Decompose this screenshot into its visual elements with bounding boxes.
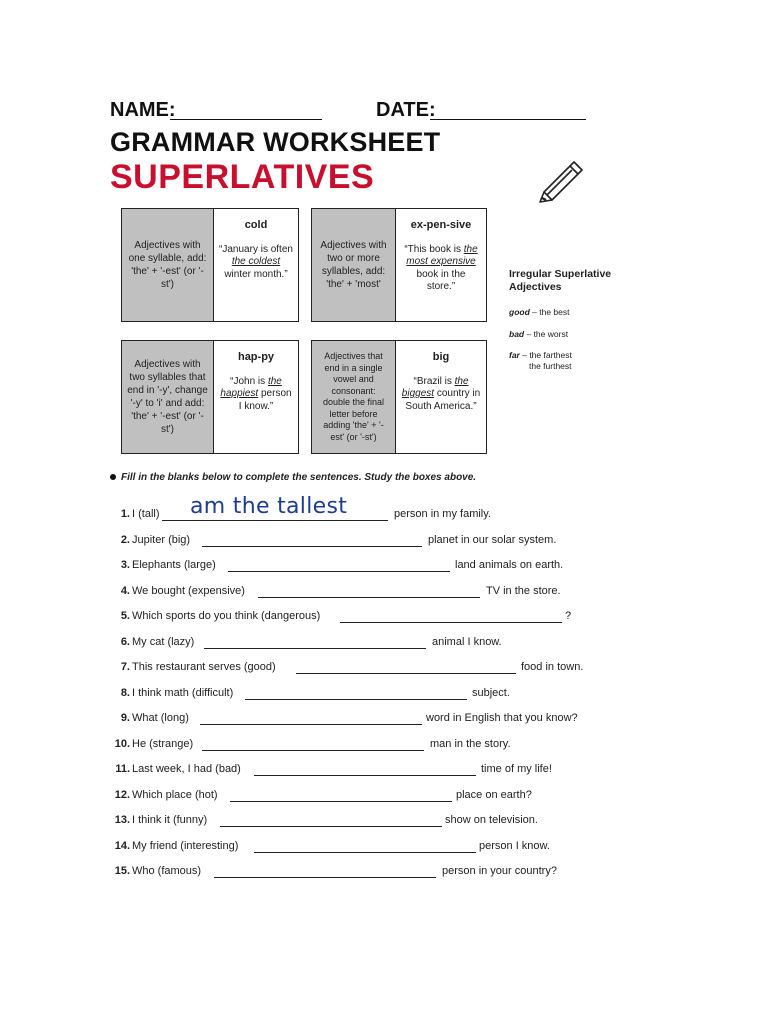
- rule-example: “Brazil is the biggest country in South America.”: [401, 375, 481, 412]
- question-row: [110, 865, 610, 885]
- answer-blank[interactable]: [258, 597, 480, 598]
- question-ending: place on earth?: [456, 789, 532, 801]
- irregular-title: Irregular Superlative Adjectives: [509, 268, 612, 293]
- worksheet-subtitle: SUPERLATIVES: [110, 158, 375, 196]
- question-ending: show on television.: [445, 814, 538, 826]
- question-prompt: Jupiter (big): [132, 534, 191, 546]
- rule-word: cold: [244, 219, 268, 231]
- question-number: 15.: [114, 865, 130, 877]
- question-row: [110, 661, 610, 681]
- question-number: 13.: [114, 814, 130, 826]
- question-prompt: He (strange): [132, 738, 194, 750]
- header-row: [110, 99, 590, 125]
- question-prompt: I think math (difficult): [132, 687, 234, 699]
- question-row: [110, 763, 610, 783]
- answer-blank[interactable]: [202, 546, 422, 547]
- question-row: [110, 585, 610, 605]
- answer-blank[interactable]: [202, 750, 424, 751]
- answer-blank[interactable]: [200, 724, 422, 725]
- name-blank[interactable]: [170, 119, 322, 120]
- instructions: Fill in the blanks below to complete the sentences. Study the boxes above.: [121, 472, 477, 483]
- question-number: 11.: [115, 763, 130, 775]
- irregular-item: far – the farthest the furthest: [509, 350, 572, 371]
- irregular-adjectives: [509, 268, 619, 382]
- rule-word: ex-pen-sive: [410, 219, 472, 231]
- answer-blank[interactable]: [162, 520, 388, 521]
- rule-description: Adjectives that end in a single vowel and consonant: double the final letter before adding 'the' + '-est' (or '-st'): [312, 341, 396, 453]
- question-ending: food in town.: [521, 661, 584, 673]
- answer-blank[interactable]: [214, 877, 436, 878]
- answer-blank[interactable]: [245, 699, 467, 700]
- question-ending: planet in our solar system.: [428, 534, 557, 546]
- rule-example-panel: [214, 209, 298, 321]
- question-number: 8.: [120, 687, 130, 699]
- rule-description: Adjectives with two syllables that end in '-y', change '-y' to 'i' and add: 'the' + '-est' (or '-st'): [122, 341, 214, 453]
- answer-blank[interactable]: [254, 775, 476, 776]
- question-number: 7.: [120, 661, 130, 673]
- question-prompt: My cat (lazy): [132, 636, 195, 648]
- pencil-icon: [536, 154, 586, 204]
- question-row: [110, 636, 610, 656]
- question-prompt: We bought (expensive): [132, 585, 245, 597]
- question-row: [110, 789, 610, 809]
- irregular-item: bad – the worst: [509, 328, 569, 339]
- question-ending: time of my life!: [481, 763, 552, 775]
- answer-blank[interactable]: [204, 648, 426, 649]
- worksheet-title: GRAMMAR WORKSHEET: [110, 127, 441, 157]
- question-prompt: Elephants (large): [132, 559, 216, 571]
- question-row: [110, 738, 610, 758]
- name-label: NAME:: [110, 99, 176, 121]
- handwritten-answer[interactable]: am the tallest: [190, 494, 348, 519]
- question-row: [110, 840, 610, 860]
- answer-blank[interactable]: [340, 622, 562, 623]
- question-prompt: Which sports do you think (dangerous): [132, 610, 321, 622]
- answer-blank[interactable]: [254, 852, 476, 853]
- question-number: 1.: [120, 508, 130, 520]
- rule-box-ends-in-y: [121, 340, 299, 454]
- rule-word: big: [432, 351, 450, 363]
- question-prompt: Last week, I had (bad): [132, 763, 241, 775]
- question-row: [110, 610, 610, 630]
- question-ending: person I know.: [479, 840, 550, 852]
- date-label: DATE:: [376, 99, 436, 121]
- question-row: [110, 814, 610, 834]
- question-row: [110, 494, 610, 528]
- answer-blank[interactable]: [230, 801, 452, 802]
- question-ending: ?: [565, 610, 572, 622]
- question-number: 10.: [114, 738, 130, 750]
- rule-description: Adjectives with one syllable, add: 'the' + '-est' (or '-st'): [122, 209, 214, 321]
- question-prompt: I (tall): [132, 508, 160, 520]
- answer-blank[interactable]: [220, 826, 442, 827]
- question-ending: TV in the store.: [486, 585, 561, 597]
- question-ending: subject.: [472, 687, 510, 699]
- question-prompt: This restaurant serves (good): [132, 661, 276, 673]
- answer-blank[interactable]: [296, 673, 516, 674]
- rule-example-panel: [396, 341, 486, 453]
- rule-box-vowel-consonant: [311, 340, 487, 454]
- rule-description: Adjectives with two or more syllables, add: 'the' + 'most': [312, 209, 396, 321]
- question-number: 9.: [120, 712, 130, 724]
- bullet-icon: [110, 474, 116, 480]
- question-prompt: My friend (interesting): [132, 840, 239, 852]
- rule-example: “This book is the most expensive book in the store.”: [404, 243, 478, 292]
- rule-box-multi-syllable: [311, 208, 487, 322]
- question-ending: land animals on earth.: [455, 559, 564, 571]
- question-prompt: I think it (funny): [132, 814, 208, 826]
- answer-blank[interactable]: [228, 571, 450, 572]
- question-number: 4.: [120, 585, 130, 597]
- question-row: [110, 534, 610, 554]
- question-prompt: Which place (hot): [132, 789, 218, 801]
- date-blank[interactable]: [430, 119, 586, 120]
- question-number: 14.: [114, 840, 130, 852]
- question-number: 3.: [120, 559, 130, 571]
- question-ending: man in the story.: [430, 738, 511, 750]
- question-row: [110, 687, 610, 707]
- question-prompt: Who (famous): [132, 865, 202, 877]
- rule-example: “John is the happiest person I know.”: [220, 375, 292, 412]
- rule-example-panel: [396, 209, 486, 321]
- question-row: [110, 559, 610, 579]
- irregular-item: good – the best: [509, 307, 570, 317]
- question-prompt: What (long): [132, 712, 189, 724]
- rule-box-one-syllable: [121, 208, 299, 322]
- rule-word: hap-py: [237, 351, 275, 363]
- question-number: 2.: [120, 534, 130, 546]
- question-ending: person in your country?: [442, 865, 557, 877]
- question-number: 5.: [120, 610, 130, 622]
- question-ending: word in English that you know?: [426, 712, 578, 724]
- rule-example: “January is often the coldest winter month.”: [219, 243, 293, 280]
- question-ending: person in my family.: [394, 508, 491, 520]
- question-ending: animal I know.: [432, 636, 502, 648]
- question-row: [110, 712, 610, 732]
- question-number: 6.: [120, 636, 130, 648]
- rule-example-panel: [214, 341, 298, 453]
- question-number: 12.: [114, 789, 130, 801]
